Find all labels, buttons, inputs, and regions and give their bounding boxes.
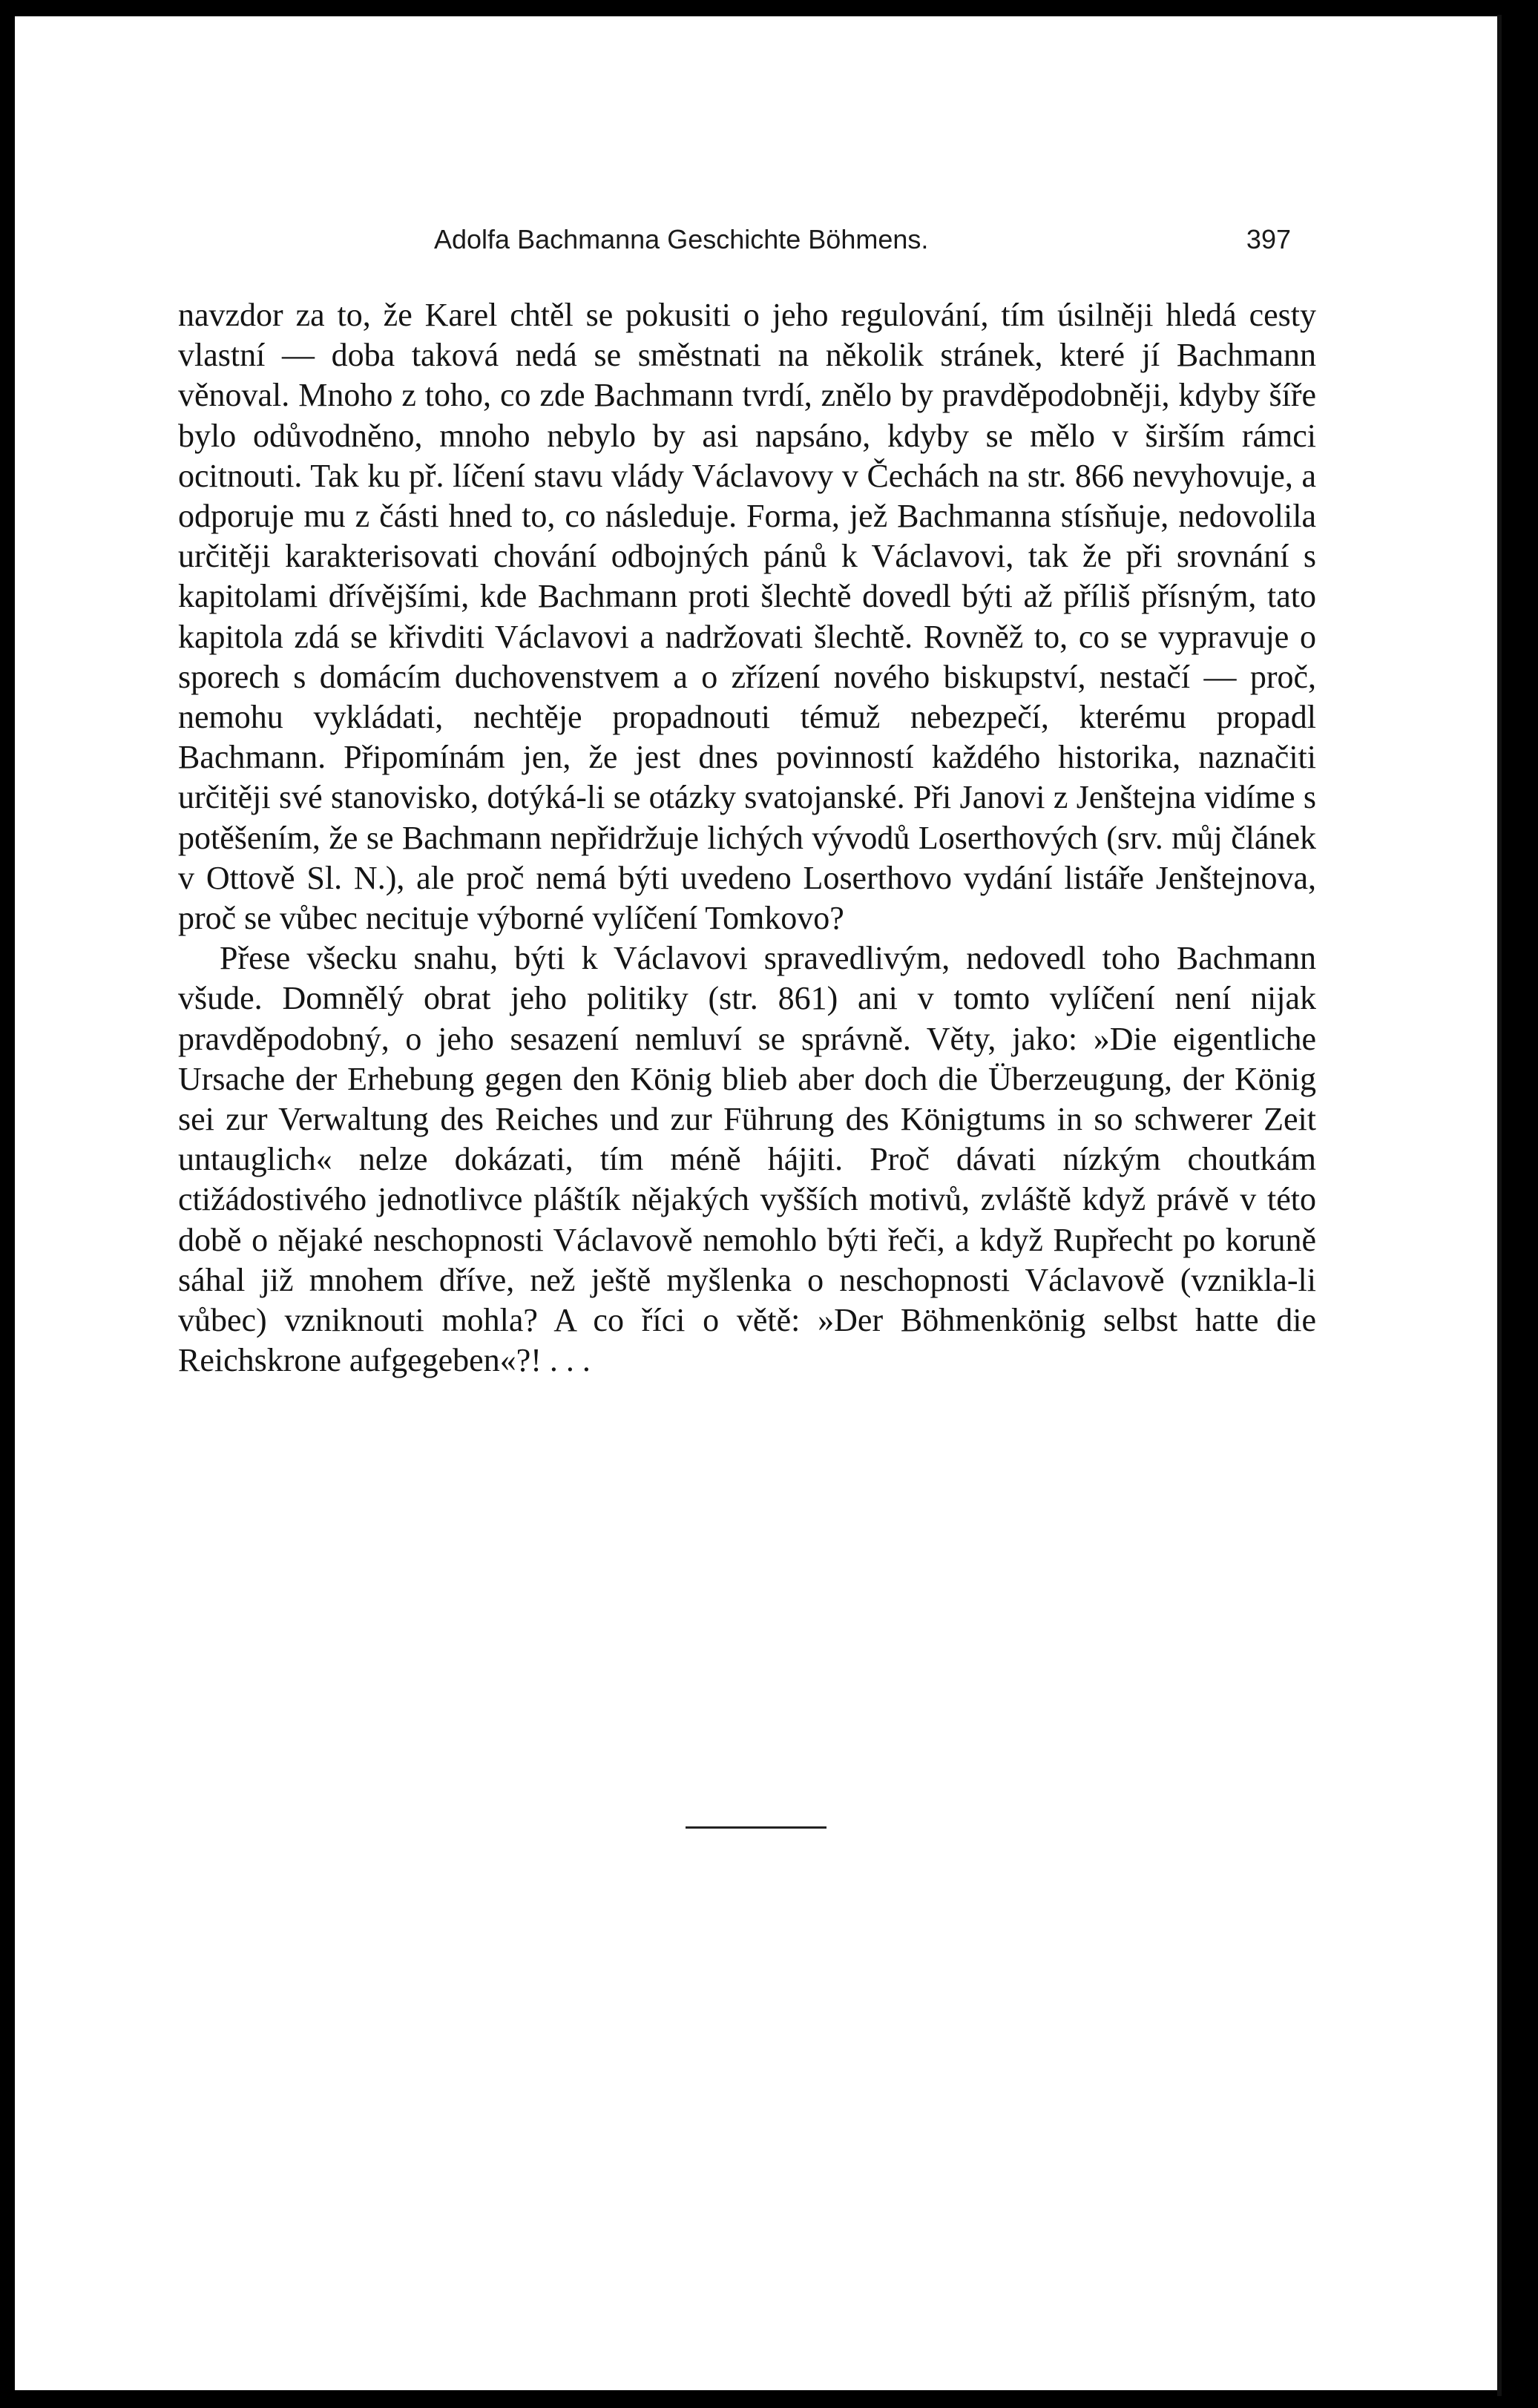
running-header <box>178 224 1313 269</box>
header-title: Adolfa Bachmanna Geschichte Böhmens. <box>434 224 929 254</box>
section-end-rule <box>686 1826 826 1829</box>
page-edge <box>1497 15 1502 2396</box>
page-number: 397 <box>1246 224 1291 254</box>
paragraph: Přese všecku snahu, býti k Václavovi spravedlivým, nedovedl toho Bachmann všude. Domnělý obrat jeho politiky (str. 861) ani v tomto vylíčení není nijak pravděpodobný, o jeho sesazení nemluví se správně. Věty, jako: »Die eigentliche Ursache der Erhebung gegen den König blieb aber doch die Überzeugung, der König sei zur Verwaltung des Reiches und zur Führung des Königtums in so schwerer Zeit untauglich« nelze dokázati, tím méně hájiti. Proč dávati nízkým choutkám ctižádostivého jednotlivce pláštík nějakých vyšších motivů, zvláště když právě v této době o nějaké neschopnosti Václavově nemohlo býti řeči, a když Rupřecht po koruně sáhal již mnohem dříve, než ještě myšlenka o neschopnosti Václavově (vznikla-li vůbec) vzniknouti mohla? A co říci o větě: »Der Böhmenkönig selbst hatte die Reichskrone aufgegeben«?! . . . <box>178 940 1316 1379</box>
paragraph: navzdor za to, že Karel chtěl se pokusiti o jeho regulování, tím úsilněji hledá cesty vlastní — doba taková nedá se směstnati na několik stránek, které jí Bachmann věnoval. Mnoho z toho, co zde Bachmann tvrdí, znělo by pravděpodobněji, kdyby šíře bylo odůvodněno, mnoho nebylo by asi napsáno, kdyby se mělo v širším rámci ocitnouti. Tak ku př. líčení stavu vlády Václavovy v Čechách na str. 866 nevyhovuje, a odporuje mu z části hned to, co následuje. Forma, jež Bachmanna stísňuje, nedovolila určitěji karakterisovati chování odbojných pánů k Václavovi, tak že při srovnání s kapitolami dřívějšími, kde Bachmann proti šlechtě dovedl býti až příliš přísným, tato kapitola zdá se křivditi Václavovi a nadržovati šlechtě. Rovněž to, co se vypravuje o sporech s domácím duchovenstvem a o zřízení nového biskupství, nestačí — proč, nemohu vykládati, nechtěje propadnouti témuž nebezpečí, kterému propadl Bachmann. Připomínám jen, že jest dnes povinností každého historika, naznačiti určitěji své stanovisko, dotýká-li se otázky svatojanské. Při Janovi z Jenštejna vidíme s potěšením, že se Bachmann nepřidržuje lichých vývodů Loserthových (srv. můj článek v Ottově Sl. N.), ale proč nemá býti uvedeno Loserthovo vydání listáře Jenštejnova, proč se vůbec necituje výborné vylíčení Tomkovo? <box>178 297 1316 937</box>
body-text <box>178 295 1316 1381</box>
